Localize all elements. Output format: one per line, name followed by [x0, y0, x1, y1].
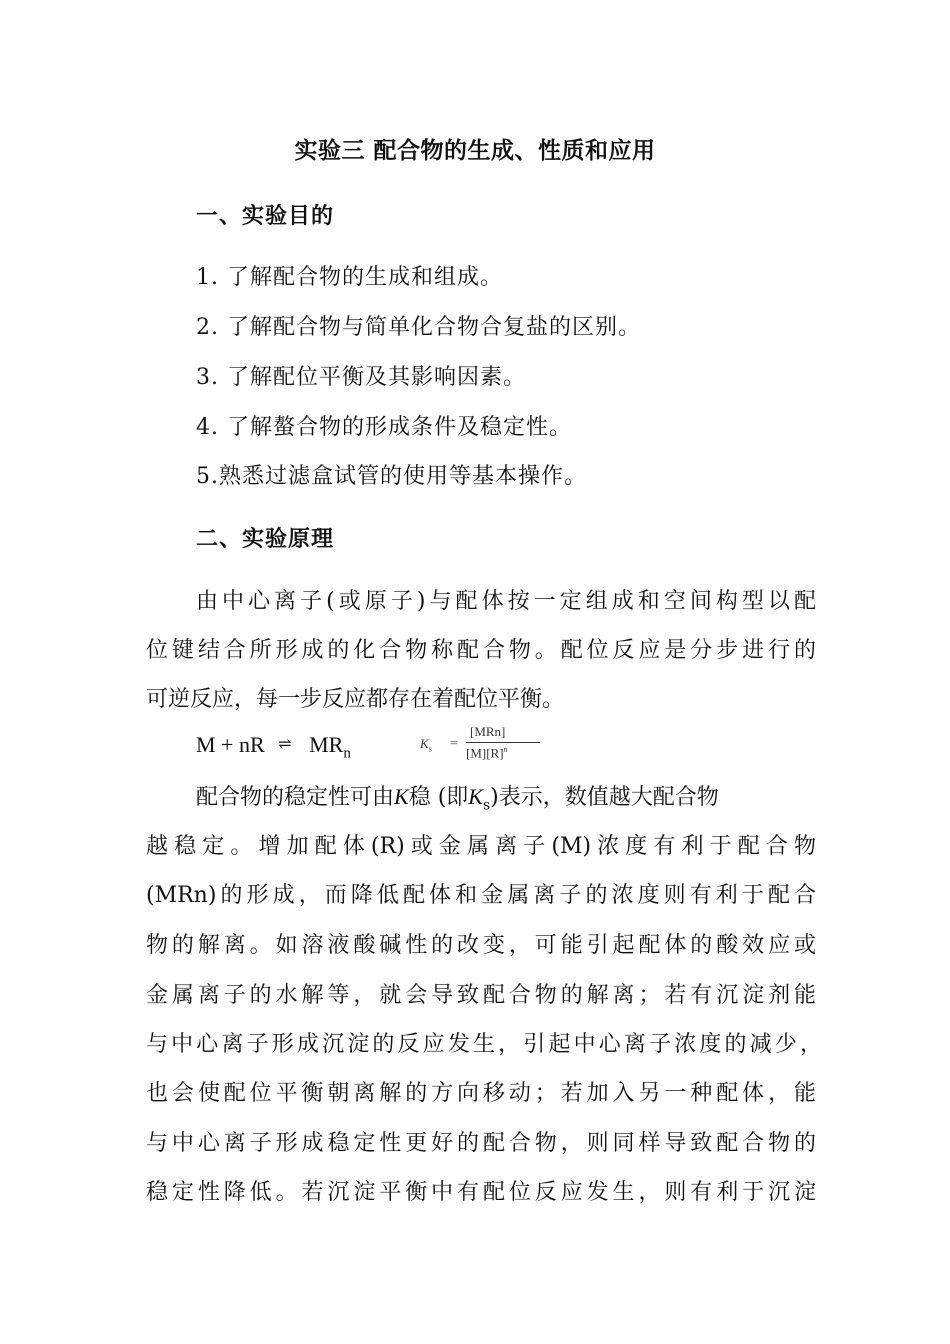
equilibrium-arrow: ⇌ [278, 736, 292, 753]
ks-symbol: $K_s$ [420, 736, 432, 754]
paragraph-line: 也会使配位平衡朝离解的方向移动；若加入另一种配体，能 [146, 1081, 816, 1106]
paragraph-line: 越稳定。增加配体(R)或金属离子(M)浓度有利于配合物 [146, 834, 816, 859]
objective-item-5: 5.熟悉过滤盒试管的使用等基本操作。 [196, 464, 587, 489]
fraction-denominator: $[M][R]^n$ [466, 745, 508, 761]
objective-item-3: 3. 了解配位平衡及其影响因素。 [196, 365, 526, 390]
fraction-numerator: [MRn] [470, 724, 506, 739]
equals-sign: = [450, 735, 458, 750]
paragraph-line: 位键结合所形成的化合物称配合物。配位反应是分步进行的 [146, 638, 816, 663]
objective-item-1: 1. 了解配合物的生成和组成。 [196, 265, 503, 290]
paragraph-line: 可逆反应，每一步反应都存在着配位平衡。 [146, 687, 565, 712]
paragraph-line: (MRn)的形成，而降低配体和金属离子的浓度则有利于配合 [146, 883, 816, 908]
objective-item-2: 2. 了解配合物与简单化合物合复盐的区别。 [196, 315, 641, 340]
paragraph-line: 物的解离。如溶液酸碱性的改变，可能引起配体的酸效应或 [146, 933, 816, 958]
objective-item-4: 4. 了解螯合物的形成条件及稳定性。 [196, 415, 572, 440]
section-heading-principle: 二、实验原理 [196, 527, 335, 552]
paragraph-line: 与中心离子形成稳定性更好的配合物，则同样导致配合物的 [146, 1131, 816, 1156]
equation-right-subscript: n [343, 745, 351, 762]
paragraph-line: 稳定性降低。若沉淀平衡中有配位反应发生，则有利于沉淀 [146, 1180, 816, 1205]
document-title: 实验三 配合物的生成、性质和应用 [294, 138, 656, 164]
section-heading-objectives: 一、实验目的 [196, 204, 335, 229]
paragraph-line: 金属离子的水解等，就会导致配合物的解离；若有沉淀剂能 [146, 983, 816, 1008]
paragraph-line: 与中心离子形成沉淀的反应发生，引起中心离子浓度的减少， [146, 1032, 822, 1057]
paragraph-line: 由中心离子(或原子)与配体按一定组成和空间构型以配 [196, 589, 816, 614]
paragraph-line: 配合物的稳定性可由K稳 (即$K_s$)表示，数值越大配合物 [196, 784, 719, 814]
equation-right: MR [309, 732, 344, 757]
fraction-bar [466, 742, 540, 743]
equation-left: M + nR [196, 732, 265, 757]
equilibrium-equation [196, 732, 351, 762]
